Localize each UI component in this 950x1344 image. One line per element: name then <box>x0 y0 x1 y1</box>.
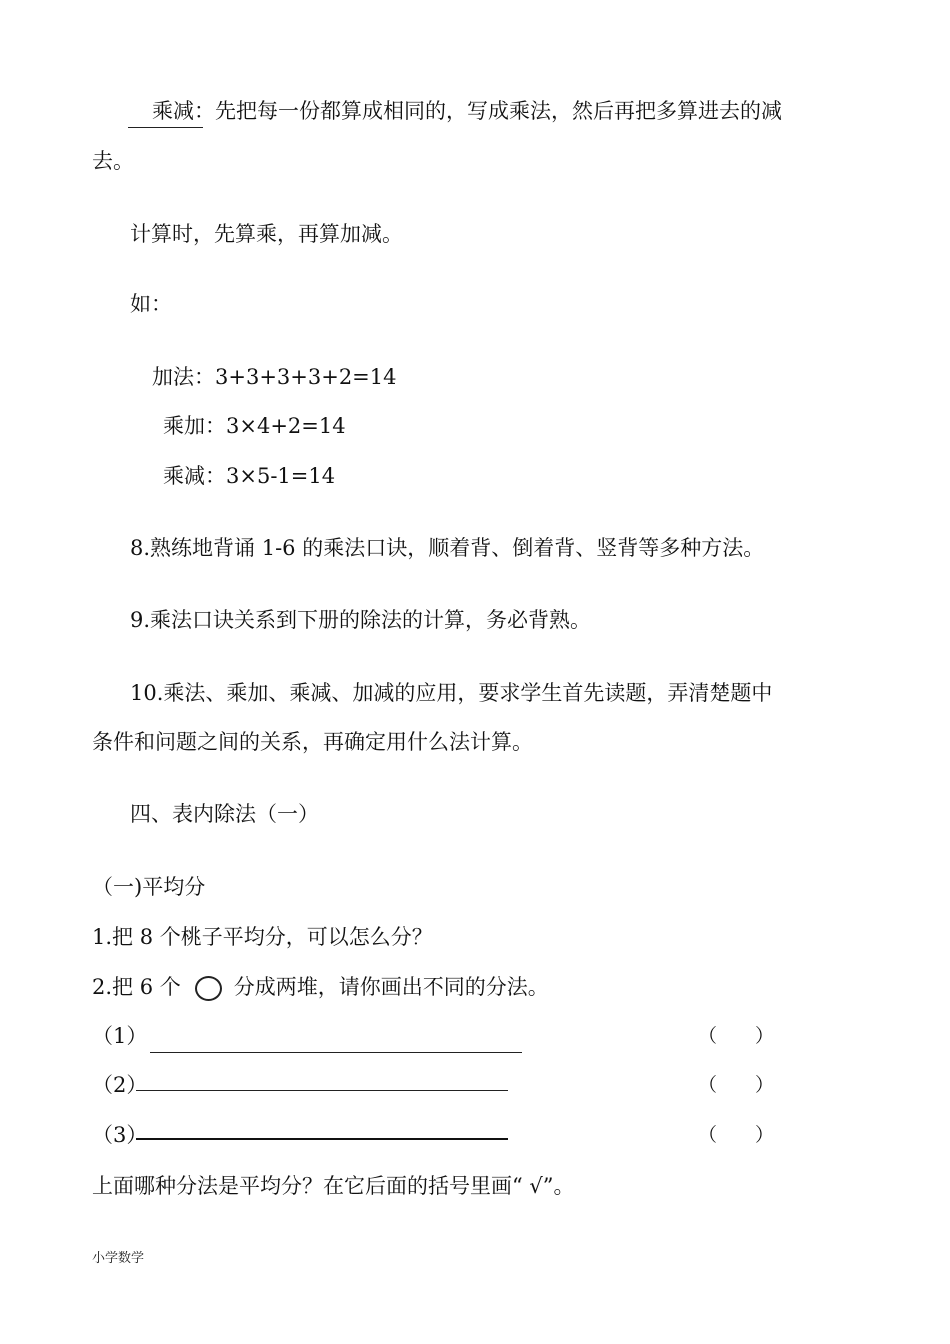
option-2-label: （2） <box>92 1073 148 1097</box>
multiply-subtract-line <box>152 96 782 126</box>
calculation-order-text: 计算时，先算乘，再算加减。 <box>130 222 403 246</box>
answer-line-3 <box>136 1138 508 1140</box>
section-heading: 四、表内除法（一） <box>130 802 319 826</box>
term-multiply-subtract: 乘减 <box>152 99 194 123</box>
answer-bracket-1: （ ） <box>698 1025 775 1047</box>
question-1: 1.把 8 个桃子平均分，可以怎么分？ <box>92 925 433 949</box>
subsection-heading: （一)平均分 <box>92 875 206 899</box>
example-intro: 如： <box>130 292 172 316</box>
question-2-instruction: 上面哪种分法是平均分？在它后面的括号里画“ √”。 <box>92 1174 575 1198</box>
answer-line-1 <box>150 1052 522 1053</box>
page-footer: 小学数学 <box>92 1251 145 1266</box>
point-10: 10.乘法、乘加、乘减、加减的应用，要求学生首先读题，弄清楚题中 <box>130 681 773 705</box>
example-multiply-add: 乘加：3×4+2=14 <box>163 414 346 438</box>
answer-bracket-3: （ ） <box>698 1124 775 1146</box>
question-2-start: 2.把 6 个 <box>92 975 181 999</box>
question-2 <box>92 972 549 1002</box>
definition-text: ：先把每一份都算成相同的，写成乘法，然后再把多算进去的减 <box>194 99 782 123</box>
example-addition: 加法：3+3+3+3+2=14 <box>152 365 397 389</box>
answer-line-2 <box>136 1090 508 1091</box>
point-9: 9.乘法口诀关系到下册的除法的计算，务必背熟。 <box>130 608 592 632</box>
term-underline <box>128 127 203 128</box>
option-3-label: （3） <box>92 1123 148 1147</box>
circle-icon <box>195 976 222 1001</box>
definition-continuation: 去。 <box>92 149 134 173</box>
example-multiply-subtract: 乘减：3×5-1=14 <box>163 464 336 488</box>
point-8: 8.熟练地背诵 1-6 的乘法口诀，顺着背、倒着背、竖背等多种方法。 <box>130 536 765 560</box>
answer-bracket-2: （ ） <box>698 1074 775 1096</box>
option-1-label: （1） <box>92 1024 148 1048</box>
point-10-continuation: 条件和问题之间的关系，再确定用什么法计算。 <box>92 730 533 754</box>
question-2-end: 分成两堆，请你画出不同的分法。 <box>233 975 549 999</box>
